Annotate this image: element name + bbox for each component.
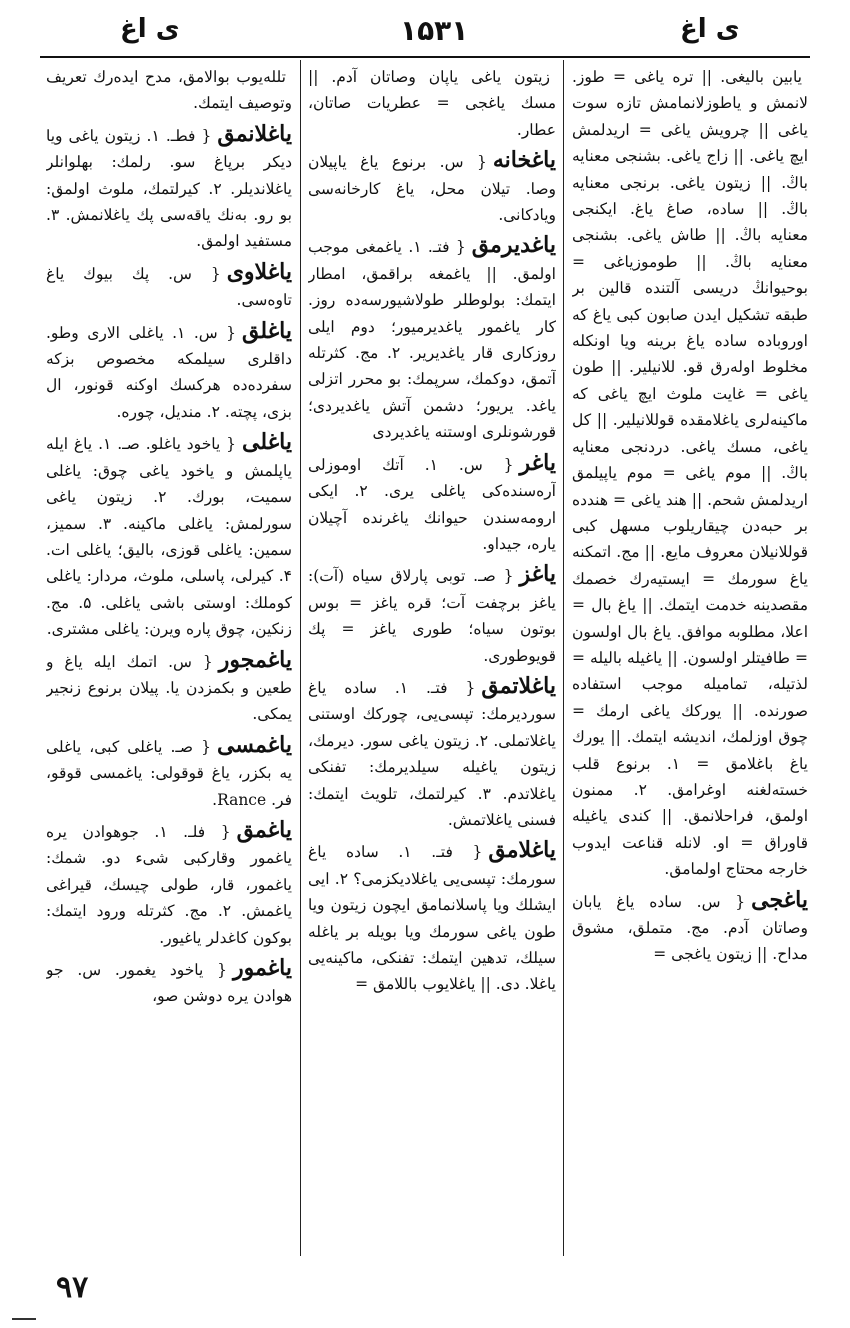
entry-definition: { س. ۱. یاغلی الاری وطو. داقلری سیلمکه مخصوص بزکه سفرده‌ده هرکسك اوکنه قونور، ال بزی، پچته. ۲. مندیل، چوره.: [46, 323, 292, 421]
entry-headword: یاغز: [519, 561, 556, 588]
dictionary-entry: [308, 64, 556, 143]
dictionary-entry: [46, 427, 292, 642]
dictionary-entry: [308, 230, 556, 445]
dictionary-entry: [308, 145, 556, 228]
entry-definition: یابین بالیغی. || تره یاغی = طوز. لانمش و یاطوزلانمامش تازه سوت یاغی || چرویش یاغی = اریدلمش ایچ یاغی. || زاج یاغی. بشنجی معنایه باڭ. || زیتون یاغی. برنجی معنایه باڭ. || ساده، صاغ یاغ. ایکنجی معنایه باڭ. || طاش یاغی. بشنجی معنایه باڭ. || طوموزیاغی = بوحیوانڭ دریسی آلتنده قالین بر طبقه تشکیل ایدن صابون کبی یاغ که اوروباده ساده یاغ برینه ویا اونکله مخلوط اوله‌رق قو. للانیلیر. || طون یاغی = غایت ملوث ایچ یاغی که ماکینه‌لری یاغلامقده قوللانیلیر. || کل یاغی، مسك یاغی. دردنجی معنایه باڭ. || موم یاغی = موم یاپیلمق اریدلمش شحم. || هند یاغی = هندده بر حبه‌دن چیقاریلوب مسهل کبی قوللانیلان معروف مایع. || مج. اتمکنه یاغ سورمك = ایستیه‌رك خصمك مقصدینه خدمت ایتمك. || یاغ بال = اعلا، مطلوبه موافق. یاغ بال اولسون = طافیتلر اولسون. || یاغیله بالیله = لذتیله، تماميله موجب استفاده صورنده. || یوركك یاغی ارمك = چوق اوزلمك، اندیشه ایتمك. || یورك یاغ باغلامق = ۱. برنوع قلب خسته‌لغنه اوغرامق. ۲. ممنون اولمق، فراحلانمق. || کندی یاغیله قاوراق = او. لانله قناعت ایدوب خارجه محتاج اولمامق.: [572, 68, 808, 879]
entry-definition: { س. پك بیوك یاغ تاوه‌سی.: [46, 264, 292, 310]
dictionary-entry: [308, 448, 556, 558]
corner-mark: [12, 1318, 36, 1320]
dictionary-entry: [572, 885, 808, 968]
column-right: [572, 64, 808, 1254]
header-rule: [40, 56, 810, 58]
entry-headword: یاغلانمق: [217, 120, 292, 147]
entry-headword: یاغمجور: [218, 646, 292, 673]
entry-headword: یاغجی: [751, 886, 808, 913]
entry-headword: یاغخانه: [492, 147, 556, 174]
entry-definition: { صـ. یاغلی کبی، یاغلی یه بکزر، یاغ قوقولی: یاغمسی قوقو، فر. Rance.: [46, 737, 292, 809]
entry-definition: { یاخود یغمور. س. جو هوادن یره دوشن صو،: [46, 961, 292, 1006]
dictionary-entry: [308, 835, 556, 997]
entry-headword: یاغمق: [236, 816, 292, 843]
running-head-left: ی اغ: [120, 14, 180, 44]
entry-headword: یاغلامق: [488, 837, 556, 864]
dictionary-entry: [46, 119, 292, 255]
dictionary-entry: [308, 671, 556, 833]
entry-definition: { س. ۱. آتك اوموزلی آره‌سنده‌کی یاغلی یری. ۲. ایکی ارومه‌سندن حیوانك یاغرنده آچیلان یاره، جیداو.: [308, 455, 556, 553]
entry-definition: { س. برنوع یاغ یاپیلان وصا. تیلان محل، یاغ کارخانه‌سی ویادکانی.: [308, 153, 556, 225]
dictionary-entry: [46, 645, 292, 728]
page-number: ۱۵۳۱: [400, 14, 469, 47]
column-divider: [563, 60, 564, 1256]
column-middle: [308, 64, 556, 1254]
dictionary-entry: [46, 730, 292, 813]
entry-definition: { فلـ. ۱. جوهوادن یره یاغمور وقارکبی شیء دو. شمك: یاغمور، قار، طولی چیسك، قیراغی یاغمش. ۲. مج. کثرتله ورود ایتمك: بوکون کاغدلر یاغیور.: [46, 822, 292, 947]
entry-definition: { فطـ. ۱. زیتون یاغی ویا دیکر برپاغ سو. رلمك: بهلوانلر یاغلاندیلر. ۲. کیرلتمك، ملوث اولمق: بو رو. به‌نك یاقه‌سی پك یاغلانمش. ۳. مستفید اولمق.: [46, 126, 292, 251]
entry-definition: { فتـ. ۱. ساده یاغ سورمك: تپسی‌یی یاغلادیکزمی؟ ۲. ایی ایشلك ویا پاسلانمامق ایچون زیتون ویا طون یاغی سورمك ویا بویله بر یاغله سیلك، تدهین ایتمك: تفنکی، ماکینه‌یی یاغلا. دی. || یاغلایوب باللامق =: [308, 843, 556, 994]
dictionary-entry: [46, 257, 292, 314]
entry-definition: { صـ. توبی پارلاق سیاه (آت): یاغز برچفت آت؛ قره یاغز = بوس بوتون سیاه؛ طوری یاغز = پك قویوطوری.: [308, 567, 556, 665]
entry-headword: یاغلاتمق: [481, 672, 556, 699]
column-left: [46, 64, 292, 1254]
page-signature: ۹۷: [56, 1270, 89, 1305]
entry-definition: زیتون یاغی یاپان وصاتان آدم. || مسك یاغجی = عطریات صاتان، عطار.: [308, 68, 556, 139]
entry-headword: یاغمور: [232, 955, 292, 981]
entry-headword: یاغدیرمق: [471, 232, 556, 259]
dictionary-entry: [46, 815, 292, 951]
dictionary-entry: [46, 953, 292, 1010]
entry-headword: یاغلی: [242, 429, 292, 456]
dictionary-entry: [572, 64, 808, 883]
dictionary-entry: [46, 64, 292, 117]
entry-headword: یاغمسی: [216, 731, 292, 758]
entry-headword: یاغلاوی: [226, 258, 292, 285]
entry-definition: { فتـ. ۱. یاغمغی موجب اولمق. || یاغمغه براقمق، امطار ایتمك: بولوطلر طولاشیورسه‌ده روز. کار یاغمور یاغدیرمیور؛ دوم ایلی روزکاری قار یاغدیریر. ۲. مج. کثرتله آتمق، دوکمك، سرپمك: بو محرر اتزلی یاغد. یریور؛ دشمن آتش یاغدیردی؛ قورشونلری اوستنه یاغدیردی: [308, 238, 556, 442]
entry-definition: { فتـ. ۱. ساده یاغ سوردیرمك: تپسی‌یی، چورکك اوستنی یاغلاتملی. ۲. زیتون یاغی سور. دیرمك، زیتون یاغیله سیلدیرمك: تفنکی یاغلاتدم. ۳. کیرلتمك، تلویث ایتمك: فسنی یاغلاتمش.: [308, 678, 556, 829]
column-divider: [300, 60, 301, 1256]
dictionary-entry: [46, 316, 292, 426]
entry-definition: { س. ساده یاغ یابان وصاتان آدم. مج. متملق، مشوق مداح. || زیتون یاغجی =: [572, 892, 808, 964]
running-head-right: ی اغ: [680, 14, 740, 44]
page-header: [40, 8, 810, 52]
dictionary-entry: [308, 559, 556, 669]
entry-headword: یاغر: [519, 449, 556, 476]
entry-definition: تللەیوب بوالامق، مدح ایدەرك تعریف وتوصیف ایتمك.: [46, 68, 292, 113]
entry-definition: { یاخود یاغلو. صـ. ۱. یاغ ایله یاپلمش و یاخود یاغی چوق: یاغلی سمیت، بورك. ۲. زیتون یاغی سورلمش: یاغلی ماکینه. ۳. سمیز، سمین: یاغلی قوزی، بالیق؛ یاغلی ات. ۴. کیرلی، پاسلی، ملوث، مردار: یاغلی کوملك: اوستی باشی یاغلی. ۵. مج. زنکین، چوق پاره ویرن: یاغلی مشتری.: [46, 435, 292, 639]
entry-headword: یاغلق: [242, 317, 292, 344]
entry-definition: { س. اتمك ایله یاغ و طعین و بکمزدن یا. پیلان برنوع زنجیر یمکی.: [46, 652, 292, 724]
